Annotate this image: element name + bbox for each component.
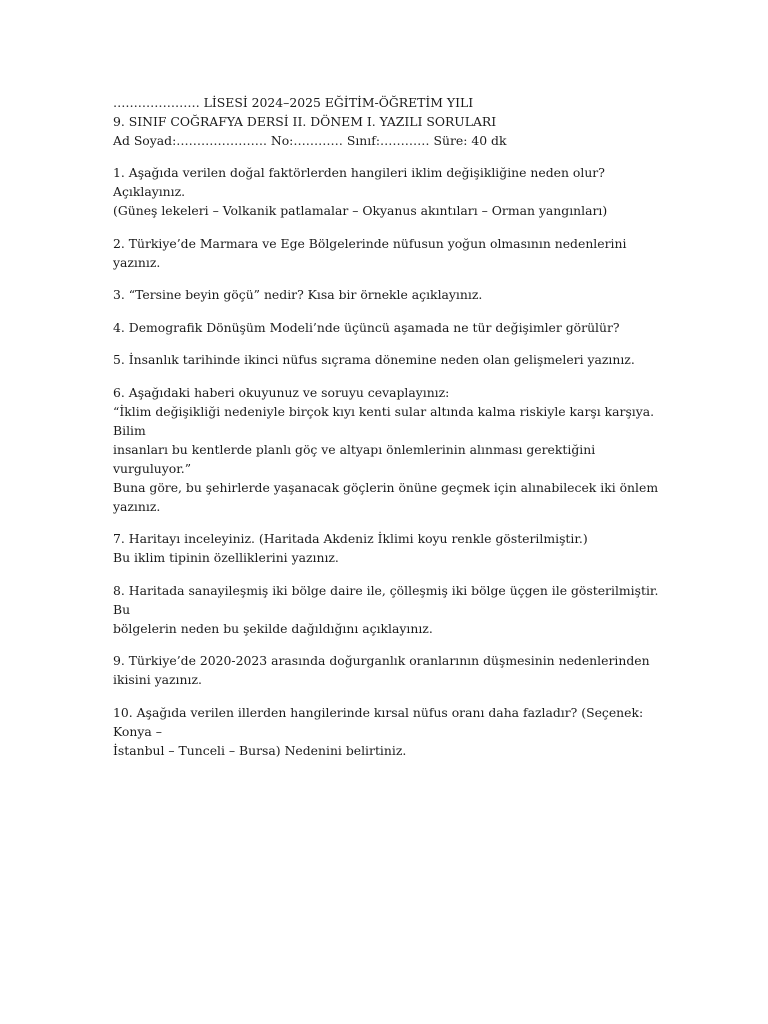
question-line: Buna göre, bu şehirlerde yaşanacak göçlerin önüne geçmek için alınabilecek iki önlem [113,479,659,495]
question-line: 6. Aşağıdaki haberi okuyunuz ve soruyu cevaplayınız: [113,384,450,400]
exam-header [113,93,673,150]
question-line: “İklim değişikliği nedeniyle birçok kıyı kenti sular altında kalma riskiyle karşı karşıya. Bilim [113,403,655,438]
question-line: 9. Türkiye’de 2020-2023 arasında doğurganlık oranlarının düşmesinin nedenlerinden [113,653,650,668]
question-line: İstanbul – Tunceli – Bursa) Nedenini belirtiniz. [113,742,407,758]
question-line: 8. Haritada sanayileşmiş iki bölge daire ile, çölleşmiş iki bölge üçgen ile gösterilmiştir. Bu [113,582,659,617]
question-4 [113,318,673,337]
question-8 [113,581,673,638]
question-list [113,163,673,760]
question-line: bölgelerin neden bu şekilde dağıldığını açıklayınız. [113,620,433,636]
question-line: ikisini yazınız. [113,672,202,687]
school-line: ………………… LİSESİ 2024–2025 EĞİTİM-ÖĞRETİM YILI [113,95,474,110]
question-line: (Güneş lekeleri – Volkanik patlamalar – Okyanus akıntıları – Orman yangınları) [113,203,608,218]
question-line: 10. Aşağıda verilen illerden hangilerinde kırsal nüfus oranı daha fazladır? (Seçenek: Konya – [113,704,644,739]
exam-title: 9. SINIF COĞRAFYA DERSİ II. DÖNEM I. YAZILI SORULARI [113,114,497,129]
question-line: yazınız. [113,498,161,514]
question-line: 5. İnsanlık tarihinde ikinci nüfus sıçrama dönemine neden olan gelişmeleri yazınız. [113,352,635,367]
question-line: insanları bu kentlerde planlı göç ve altyapı önlemlerinin alınması gerektiğini vurguluyor.” [113,441,596,476]
student-info-line: Ad Soyad:…………………. No:………… Sınıf:………… Süre: 40 dk [113,133,507,148]
question-10 [113,703,673,760]
question-7 [113,529,673,567]
question-3 [113,285,673,304]
question-2 [113,234,673,272]
question-line: 2. Türkiye’de Marmara ve Ege Bölgelerinde nüfusun yoğun olmasının nedenlerini yazınız. [113,235,627,270]
question-line: 1. Aşağıda verilen doğal faktörlerden hangileri iklim değişikliğine neden olur? Açıklayınız. [113,165,605,199]
exam-sheet [113,93,673,773]
question-line: 7. Haritayı inceleyiniz. (Haritada Akdeniz İklimi koyu renkle gösterilmiştir.) [113,531,588,546]
question-1 [113,163,673,220]
question-line: 3. “Tersine beyin göçü” nedir? Kısa bir örnekle açıklayınız. [113,287,483,302]
question-6 [113,383,673,516]
question-5 [113,350,673,369]
question-line: Bu iklim tipinin özelliklerini yazınız. [113,550,339,565]
question-9 [113,651,673,689]
question-line: 4. Demografik Dönüşüm Modeli’nde üçüncü aşamada ne tür değişimler görülür? [113,319,620,335]
